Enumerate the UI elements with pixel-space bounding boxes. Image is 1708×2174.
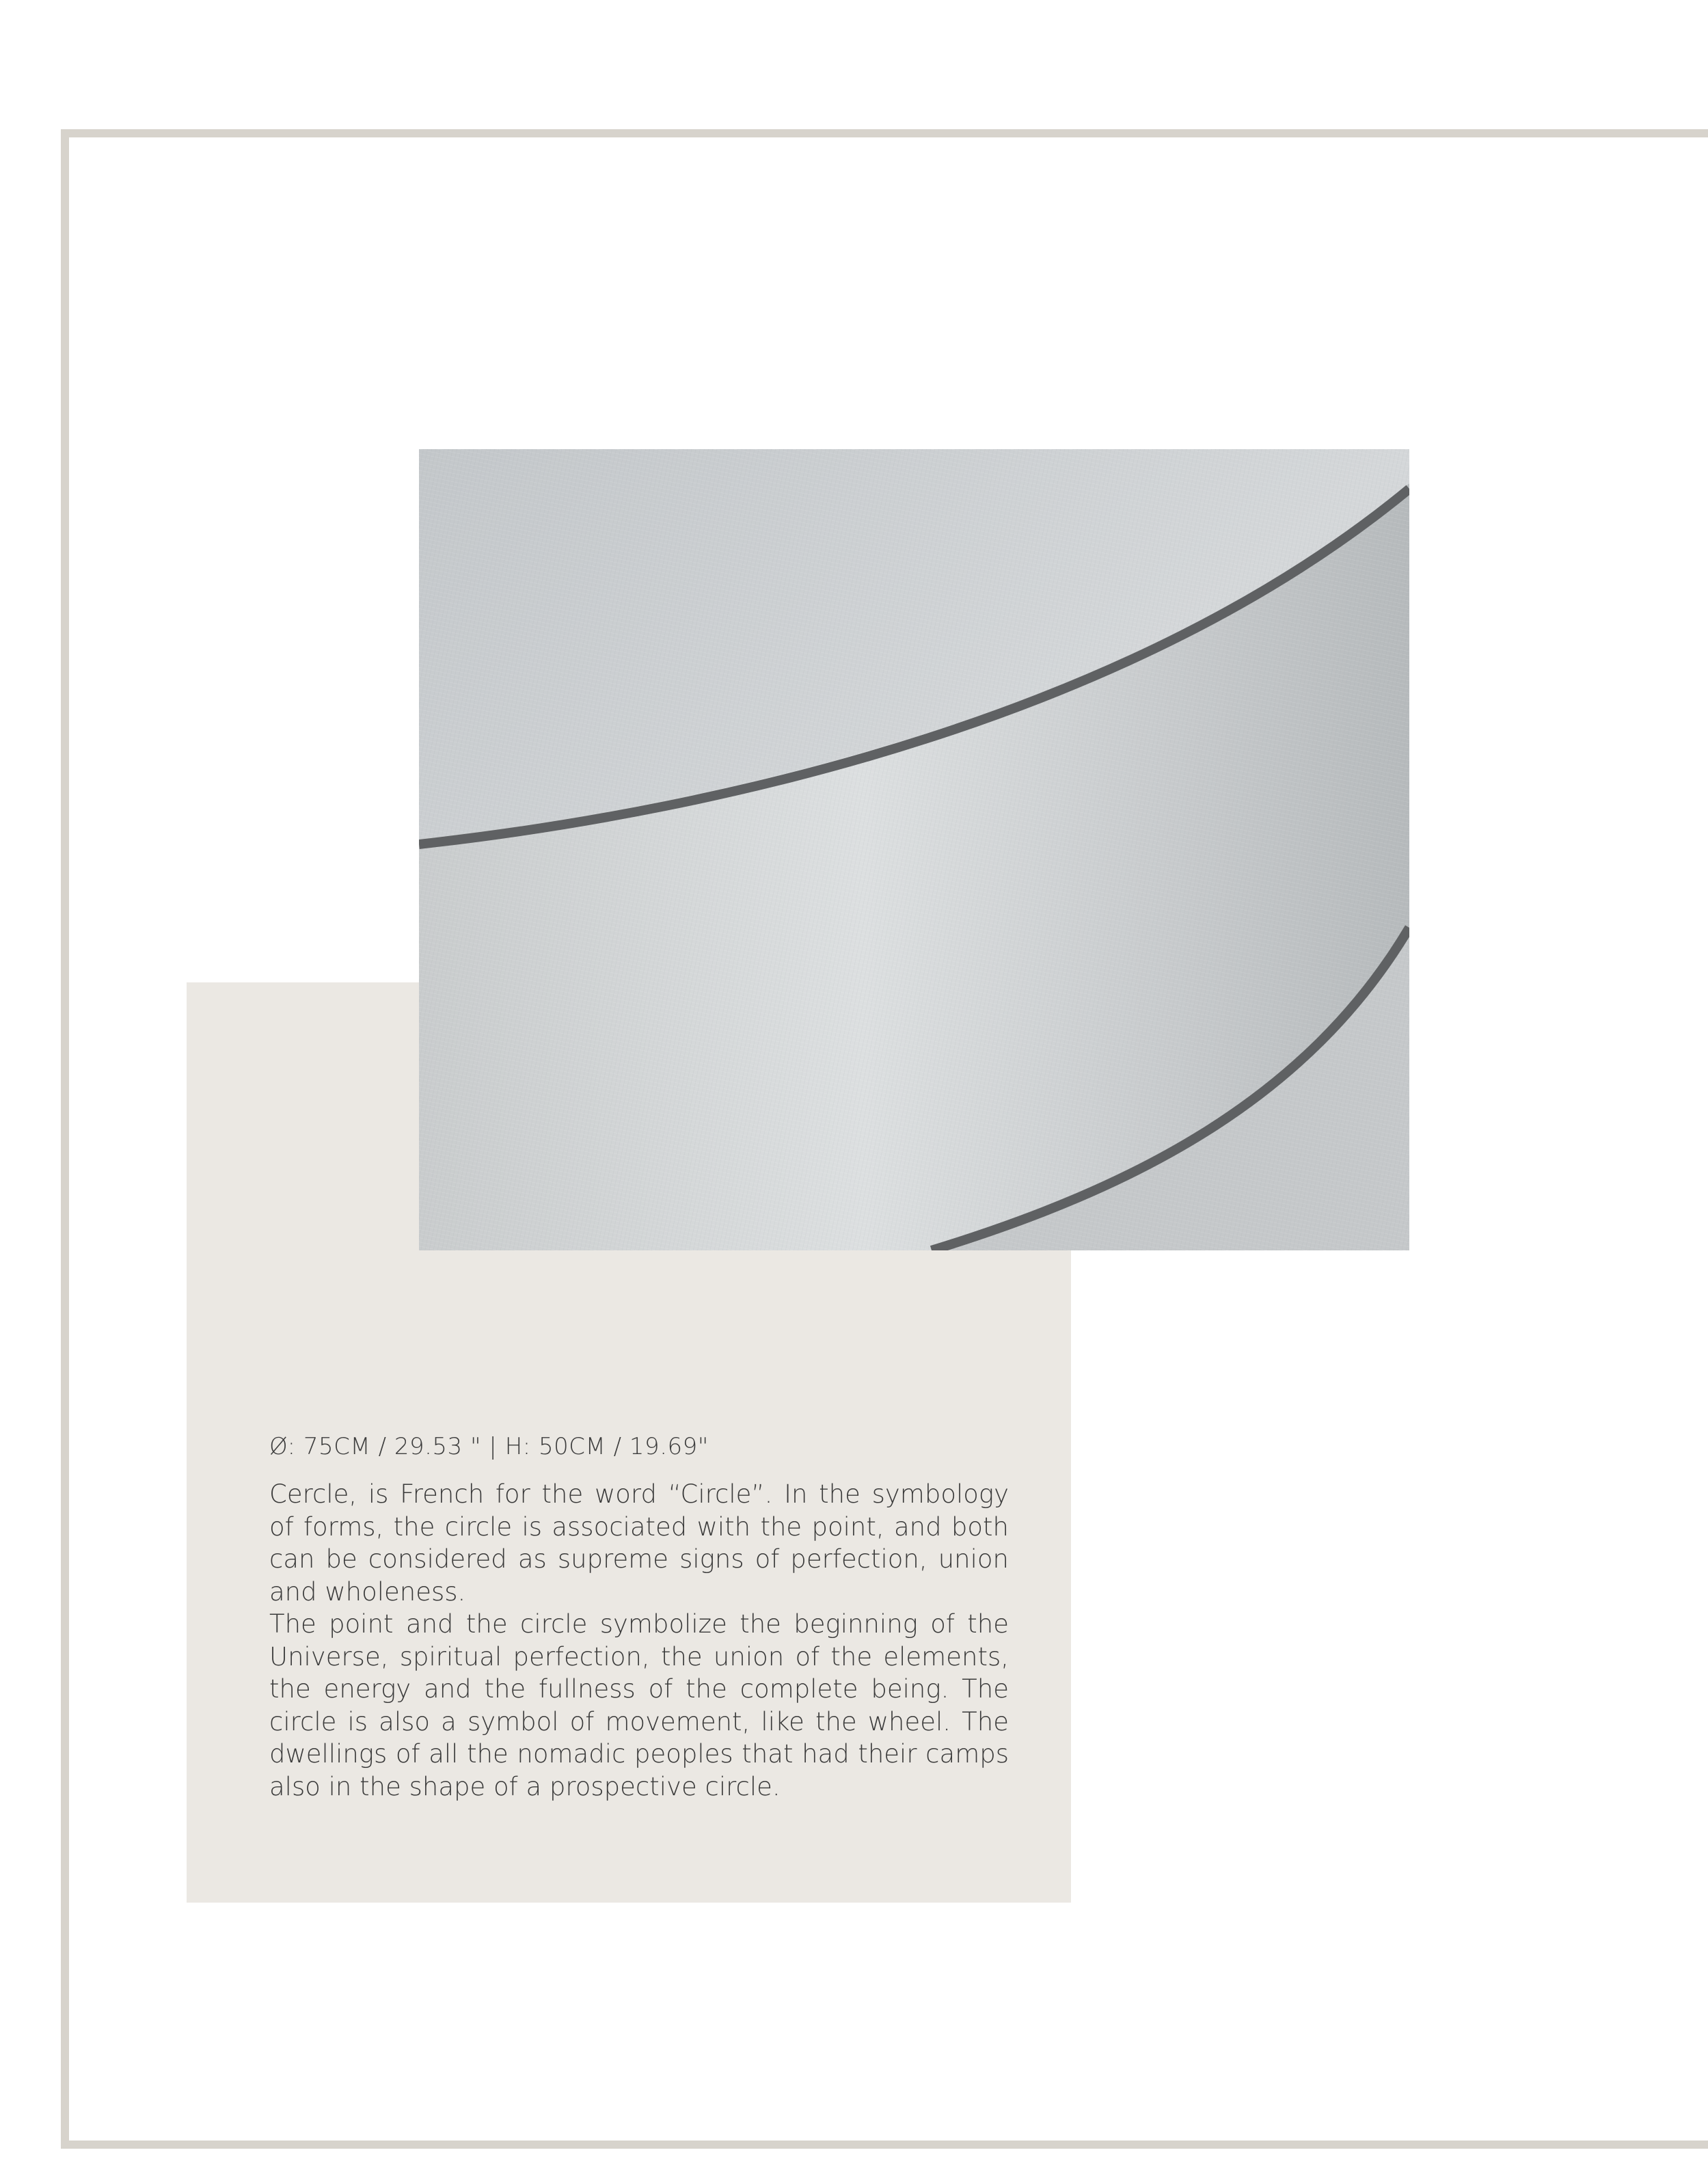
product-description: [269, 1478, 1009, 1803]
product-dimensions: Ø: 75CM / 29.53 " | H: 50CM / 19.69": [269, 1433, 709, 1460]
product-photo: [419, 449, 1409, 1250]
description-paragraph: Cercle, is French for the word “Circle”. In the symbology of forms, the circle is associated with the point, and both can be considered as supreme signs of perfection, union and wholeness.: [269, 1479, 1009, 1607]
pouf-closeup-image: [419, 449, 1409, 1250]
description-paragraph: The point and the circle symbolize the beginning of the Universe, spiritual perfection, the union of the elements, the energy and the fullness of the complete being. The circle is also a symbol of movement, like the wheel. The dwellings of all the nomadic peoples that had their camps also in the shape of a prospective circle.: [269, 1609, 1009, 1801]
